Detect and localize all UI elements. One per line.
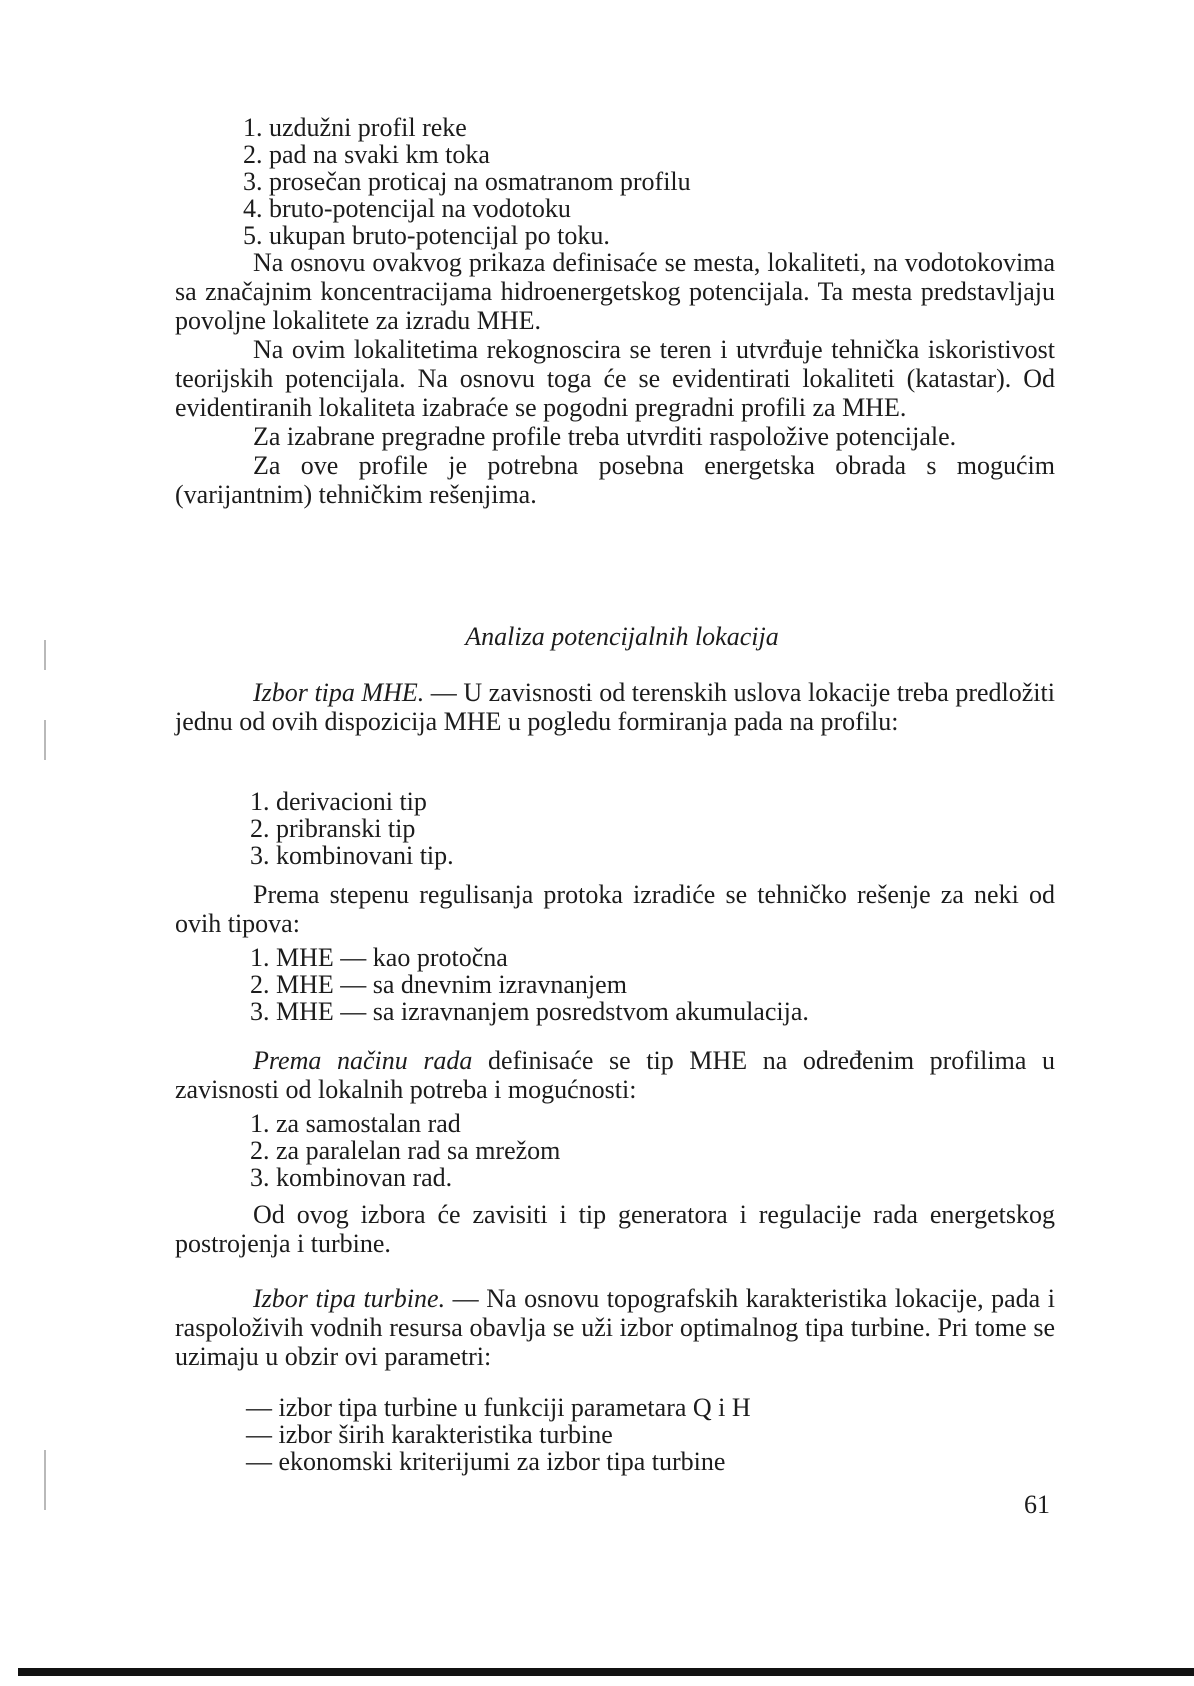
list-mhe-dispositions [250,788,454,869]
paragraph [175,1284,1055,1371]
list-item: — izbor širih karakteristika turbine [246,1420,613,1449]
list-item: 2. MHE — sa dnevnim izravnanjem [250,970,627,999]
paragraphs-block-1 [175,248,1055,509]
list-item: 5. ukupan bruto-potencijal po toku. [243,221,610,250]
paragraph-body: — U zavisnosti od terenskih uslova lokacije treba predložiti jednu od ovih dispozicija MHE u pogledu formiranja pada na profilu: [175,678,1055,736]
paragraph: Za ove profile je potrebna posebna energetska obrada s mogućim (varijantnim) tehničkim rešenjima. [175,451,1055,509]
paragraph-lead: Izbor tipa turbine. [253,1284,446,1313]
paragraph-body: — Na osnovu topografskih karakteristika lokacije, pada i raspoloživih vodnih resursa obavlja se uži izbor optimalnog tipa turbine. Pri tome se uzimaju u obzir ovi parametri: [175,1284,1055,1371]
scan-bottom-edge [18,1668,1194,1676]
list-flow-regulation [250,944,809,1025]
list-river-parameters [243,114,691,249]
scan-margin-mark [44,640,46,670]
paragraph: Na ovim lokalitetima rekognoscira se teren i utvrđuje tehnička iskoristivost teorijskih potencijala. Na osnovu toga će se evidentirati lokaliteti (katastar). Od evidentiranih lokaliteta izabraće se pogodni pregradni profili za MHE. [175,335,1055,422]
paragraphs-block-2 [175,678,1055,736]
paragraphs-block-5 [175,1200,1055,1258]
list-item: 1. derivacioni tip [250,787,427,816]
paragraph-body: definisaće se tip MHE na određenim profilima u zavisnosti od lokalnih potreba i mogućnosti: [175,1046,1055,1104]
list-item: — ekonomski kriterijumi za izbor tipa turbine [246,1447,726,1476]
list-item: 1. MHE — kao protočna [250,943,508,972]
paragraph: Prema stepenu regulisanja protoka izradiće se tehničko rešenje za neki od ovih tipova: [175,880,1055,938]
list-item: 2. za paralelan rad sa mrežom [250,1136,561,1165]
list-item: 3. kombinovan rad. [250,1163,453,1192]
list-item: 3. kombinovani tip. [250,841,454,870]
paragraphs-block-4 [175,1046,1055,1104]
page-number: 61 [1024,1490,1050,1519]
paragraph: Na osnovu ovakvog prikaza definisaće se mesta, lokaliteti, na vodotokovima sa značajnim koncentracijama hidroenergetskog potencijala. Ta mesta predstavljaju povoljne lokalitete za izradu MHE. [175,248,1055,335]
paragraph-lead: Prema načinu rada [253,1046,473,1075]
list-operation-mode [250,1110,560,1191]
paragraph [175,1046,1055,1104]
paragraph-lead: Izbor tipa MHE. [253,678,425,707]
scan-margin-mark [44,1450,46,1510]
list-item: 3. prosečan proticaj na osmatranom profilu [243,167,691,196]
paragraphs-block-6 [175,1284,1055,1371]
paragraph: Za izabrane pregradne profile treba utvrditi raspoložive potencijale. [253,422,957,451]
section-heading: Analiza potencijalnih lokacija [465,622,779,651]
list-item: 3. MHE — sa izravnanjem posredstvom akumulacija. [250,997,809,1026]
list-turbine-parameters [246,1394,751,1475]
scan-margin-mark [44,720,46,760]
list-item: 2. pribranski tip [250,814,416,843]
list-item: 1. za samostalan rad [250,1109,461,1138]
list-item: 2. pad na svaki km toka [243,140,490,169]
paragraph: Od ovog izbora će zavisiti i tip generatora i regulacije rada energetskog postrojenja i turbine. [175,1200,1055,1258]
paragraphs-block-3 [175,880,1055,938]
paragraph [175,678,1055,736]
list-item: 1. uzdužni profil reke [243,113,467,142]
list-item: 4. bruto-potencijal na vodotoku [243,194,571,223]
list-item: — izbor tipa turbine u funkciji parametara Q i H [246,1393,751,1422]
